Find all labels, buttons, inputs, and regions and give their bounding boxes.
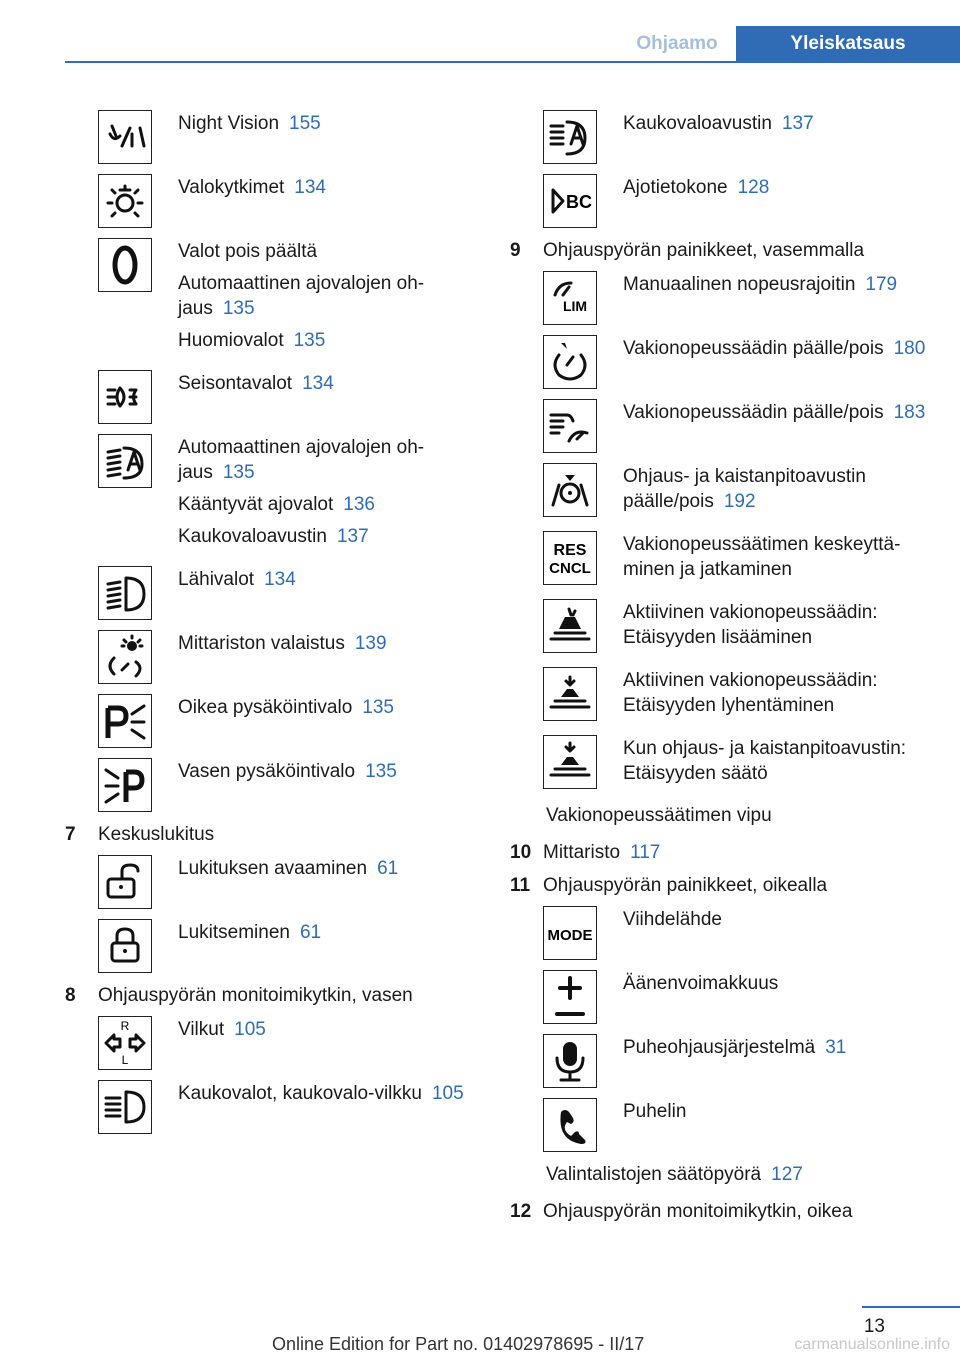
description-line: Viihdelähde	[623, 909, 722, 930]
night-vision-icon	[98, 110, 152, 164]
unlock-icon	[98, 855, 152, 909]
item-label: Ohjauspyörän monitoimikytkin, oikea	[543, 1201, 853, 1222]
page-ref-link[interactable]: 105	[431, 1083, 464, 1104]
icon-row	[543, 174, 930, 228]
icon-description	[178, 758, 397, 812]
icon-description	[178, 1016, 266, 1070]
page-ref-link[interactable]: 127	[771, 1164, 803, 1185]
icon-row	[98, 630, 485, 684]
item-label: Ohjauspyörän monitoimikytkin, vasen	[98, 985, 413, 1006]
icon-row	[543, 667, 930, 725]
icon-description	[623, 1098, 686, 1152]
item-label: Ohjauspyörän painikkeet, oikealla	[543, 875, 828, 896]
description-line: Vakionopeussäätimen keskeyttä-minen ja jatkaminen	[623, 534, 901, 580]
page-ref-link[interactable]: 61	[377, 858, 399, 879]
mode-icon	[543, 906, 597, 960]
phone-icon	[543, 1098, 597, 1152]
icon-row	[98, 919, 485, 973]
right-parking-light-icon	[98, 694, 152, 748]
description-line: Oikea pysäköintivalo 135	[178, 697, 394, 718]
icon-description	[623, 335, 925, 389]
item-number: 7	[65, 824, 76, 845]
svg-text:R: R	[120, 1019, 130, 1033]
icon-row	[98, 110, 485, 164]
active-cruise-icon	[543, 399, 597, 453]
icon-description	[623, 174, 769, 228]
icon-description	[178, 694, 394, 748]
item-12	[510, 1199, 930, 1224]
icon-description	[178, 919, 321, 973]
icon-description	[623, 463, 930, 521]
right-icon-list-top	[543, 110, 930, 228]
item-label: Keskuslukitus	[98, 824, 215, 845]
item-number: 9	[510, 240, 521, 261]
page-ref-link[interactable]: 137	[781, 113, 814, 134]
header-rule	[65, 61, 960, 63]
light-switch-icon	[98, 174, 152, 228]
description-line: Valot pois päältä	[178, 241, 318, 262]
item-9	[510, 238, 930, 263]
page-ref-link[interactable]: 155	[289, 113, 321, 134]
description-line: Automaattinen ajovalojen oh-jaus 135	[178, 437, 425, 483]
selection-wheel-label: Valintalistojen säätöpyörä 127	[546, 1164, 803, 1185]
icon-row	[98, 758, 485, 812]
description-line: Seisontavalot 134	[178, 373, 334, 394]
description-line: Manuaalinen nopeusrajoitin 179	[623, 274, 898, 295]
footer-rule	[862, 1306, 960, 1308]
icon-row	[98, 1080, 485, 1134]
high-beam-icon	[98, 1080, 152, 1134]
icon-description	[623, 667, 930, 725]
icon-description	[178, 1080, 464, 1134]
page-number: 13	[863, 1316, 885, 1337]
header-tab-ohjaamo[interactable]: Ohjaamo	[618, 26, 736, 61]
item-number: 10	[510, 842, 532, 863]
description-line: Kun ohjaus- ja kaistanpitoavustin: Etäisyyden säätö	[623, 738, 907, 784]
steering-buttons-right-list	[543, 906, 930, 1152]
description-line: Vakionopeussäädin päälle/pois 180	[623, 338, 926, 359]
svg-text:L: L	[121, 1053, 129, 1067]
steering-buttons-left-list	[543, 271, 930, 793]
page-ref-link[interactable]: 117	[630, 842, 661, 863]
microphone-icon	[543, 1034, 597, 1088]
res-cncl-icon	[543, 531, 597, 585]
icon-row	[543, 531, 930, 589]
page-ref-link[interactable]: 105	[234, 1019, 266, 1040]
page-ref-link[interactable]: 135	[222, 462, 255, 483]
icon-description	[623, 531, 930, 589]
description-line: Kääntyvät ajovalot 136	[178, 494, 375, 515]
description-line: Mittariston valaistus 139	[178, 633, 387, 654]
icon-row	[543, 271, 930, 325]
description-line: Huomiovalot 135	[178, 330, 326, 351]
description-line: Lähivalot 134	[178, 569, 296, 590]
description-line: Puheohjausjärjestelmä 31	[623, 1037, 847, 1058]
high-beam-assist-icon	[543, 110, 597, 164]
description-line: Vilkut 105	[178, 1019, 266, 1040]
page-ref-link[interactable]: 135	[222, 298, 255, 319]
icon-row	[98, 238, 485, 360]
turn-signal-icon	[98, 1016, 152, 1070]
low-beam-icon	[98, 566, 152, 620]
parking-lights-icon	[98, 370, 152, 424]
distance-adjust-icon	[543, 735, 597, 789]
icon-row	[98, 370, 485, 424]
icon-description	[178, 855, 398, 909]
description-line: Lukitseminen 61	[178, 922, 322, 943]
item-label: Ohjauspyörän painikkeet, vasemmalla	[543, 240, 865, 261]
distance-increase-icon	[543, 599, 597, 653]
icon-row	[543, 335, 930, 389]
icon-row	[98, 566, 485, 620]
icon-description	[623, 599, 930, 657]
description-line: Aktiivinen vakionopeussäädin: Etäisyyden lyhentäminen	[623, 670, 878, 716]
icon-row	[543, 906, 930, 960]
item-8	[65, 983, 485, 1008]
icon-row	[543, 463, 930, 521]
description-line: Vasen pysäköintivalo 135	[178, 761, 397, 782]
edition-note: Online Edition for Part no. 01402978695 - II/17	[272, 1334, 645, 1354]
icon-description	[623, 271, 897, 325]
header-tab-yleiskatsaus[interactable]: Yleiskatsaus	[736, 26, 960, 61]
icon-row	[98, 434, 485, 556]
left-parking-light-icon	[98, 758, 152, 812]
item-number: 11	[510, 875, 531, 896]
page-ref-link[interactable]: 134	[264, 569, 296, 590]
right-column	[510, 110, 930, 1232]
page-ref-link[interactable]: 128	[737, 177, 770, 198]
item-11	[510, 873, 930, 898]
icon-row	[98, 694, 485, 748]
page-ref-link[interactable]: 136	[343, 494, 375, 515]
description-line: Ohjaus- ja kaistanpitoavustin päälle/pois 192	[623, 466, 866, 512]
icon-row	[543, 399, 930, 453]
page-ref-link[interactable]: 139	[354, 633, 387, 654]
icon-row	[543, 599, 930, 657]
page-ref-link[interactable]: 61	[299, 922, 322, 943]
icon-description	[178, 566, 296, 620]
svg-text:RES: RES	[553, 542, 587, 559]
icon-row	[98, 174, 485, 228]
description-line: Ajotietokone 128	[623, 177, 770, 198]
page-ref-link[interactable]: 180	[893, 338, 926, 359]
icon-description	[623, 399, 925, 453]
cruise-lever-label: Vakionopeussäätimen vipu	[546, 805, 772, 826]
icon-description	[178, 434, 485, 556]
page-ref-link[interactable]: 134	[294, 177, 326, 198]
auto-headlight-icon	[98, 434, 152, 488]
speed-limiter-icon	[543, 271, 597, 325]
page-ref-link[interactable]: 183	[893, 402, 926, 423]
left-column	[65, 110, 485, 1144]
icon-description	[178, 110, 321, 164]
description-line: Kaukovaloavustin 137	[178, 526, 369, 547]
page-ref-link[interactable]: 192	[723, 491, 756, 512]
page-ref-link[interactable]: 31	[825, 1037, 847, 1058]
central-locking-list	[98, 855, 485, 973]
lane-assist-icon	[543, 463, 597, 517]
icon-description	[623, 735, 930, 793]
description-line: Kaukovalot, kaukovalo-vilkku 105	[178, 1083, 464, 1104]
onboard-computer-icon	[543, 174, 597, 228]
item-number: 8	[65, 985, 76, 1006]
icon-row	[543, 1034, 930, 1088]
description-line: Puhelin	[623, 1101, 687, 1122]
description-line: Äänenvoimakkuus	[623, 973, 779, 994]
icon-description	[623, 906, 722, 960]
page-ref-link[interactable]: 135	[293, 330, 326, 351]
item-10	[510, 840, 930, 865]
icon-row	[98, 1016, 485, 1070]
description-line: Vakionopeussäädin päälle/pois 183	[623, 402, 926, 423]
icon-description	[178, 630, 387, 684]
svg-text:BC: BC	[566, 192, 592, 212]
multifunction-switch-left-list	[98, 1016, 485, 1134]
cruise-control-icon	[543, 335, 597, 389]
lights-off-icon	[98, 238, 152, 292]
icon-description	[623, 1034, 846, 1088]
icon-row	[543, 970, 930, 1024]
description-line: Night Vision 155	[178, 113, 321, 134]
icon-description	[623, 970, 778, 1024]
page-ref-link[interactable]: 134	[302, 373, 334, 394]
icon-description	[178, 174, 326, 228]
page-ref-link[interactable]: 135	[365, 761, 397, 782]
icon-description	[178, 238, 485, 360]
instrument-lighting-icon	[98, 630, 152, 684]
description-line: Kaukovaloavustin 137	[623, 113, 814, 134]
left-icon-list	[98, 110, 485, 812]
description-line: Aktiivinen vakionopeussäädin: Etäisyyden lisääminen	[623, 602, 878, 648]
item-number: 12	[510, 1201, 532, 1222]
page-ref-link[interactable]: 135	[362, 697, 394, 718]
icon-description	[623, 110, 814, 164]
icon-row	[543, 110, 930, 164]
description-line: Lukituksen avaaminen 61	[178, 858, 399, 879]
icon-row	[543, 1098, 930, 1152]
description-line: Automaattinen ajovalojen oh-jaus 135	[178, 273, 425, 319]
icon-row	[98, 855, 485, 909]
watermark: carmanualsonline.info	[794, 1336, 950, 1353]
page-ref-link[interactable]: 179	[865, 274, 898, 295]
icon-row	[543, 735, 930, 793]
svg-text:LIM: LIM	[562, 298, 588, 314]
icon-description	[178, 370, 334, 424]
volume-plus-minus-icon	[543, 970, 597, 1024]
distance-decrease-icon	[543, 667, 597, 721]
description-line: Valokytkimet 134	[178, 177, 326, 198]
svg-text:CNCL: CNCL	[549, 560, 591, 577]
item-7	[65, 822, 485, 847]
lock-icon	[98, 919, 152, 973]
page-ref-link[interactable]: 137	[336, 526, 369, 547]
item-label: Mittaristo 117	[543, 842, 661, 863]
svg-text:MODE: MODE	[547, 927, 593, 944]
